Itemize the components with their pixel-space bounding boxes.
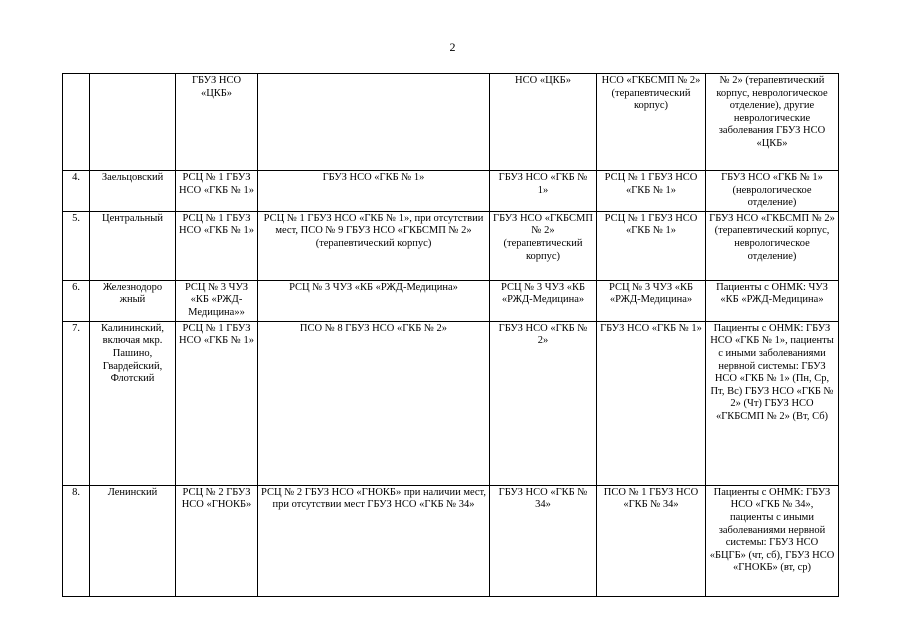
neurology-cell: Пациенты с ОНМК: ГБУЗ НСО «ГКБ № 1», пациенты с иными заболеваниями нервной системы: ГБУЗ НСО «ГКБ № 1» (Пн, Ср, Пт, Вс) ГБУЗ НСО «ГКБ № 2» (Чт) ГБУЗ НСО «ГКБСМП № 2» (Вт, Сб) (706, 321, 839, 485)
rsc-cell: РСЦ № 3 ЧУЗ «КБ «РЖД-Медицина»» (176, 280, 258, 321)
table-row (63, 211, 839, 280)
table-row (63, 321, 839, 485)
hospital-cell: ГБУЗ НСО «ГКБ № 34» (490, 485, 597, 596)
district-cell: Заельцовский (90, 171, 176, 212)
rsc-cell: ГБУЗ НСО «ЦКБ» (176, 74, 258, 171)
page-number: 2 (449, 40, 456, 54)
pso-cell: РСЦ № 2 ГБУЗ НСО «ГНОКБ» при наличии мест, при отсутствии мест ГБУЗ НСО «ГКБ № 34» (258, 485, 490, 596)
rsc-cell: РСЦ № 1 ГБУЗ НСО «ГКБ № 1» (176, 171, 258, 212)
table-row (63, 171, 839, 212)
pso-cell: РСЦ № 1 ГБУЗ НСО «ГКБ № 1», при отсутствии мест, ПСО № 9 ГБУЗ НСО «ГКБСМП № 2» (терапевтический корпус) (258, 211, 490, 280)
pso-cell (258, 74, 490, 171)
pso-cell: ГБУЗ НСО «ГКБ № 1» (258, 171, 490, 212)
row-number-cell: 5. (63, 211, 90, 280)
hospital-cell: ГБУЗ НСО «ГКБ № 2» (490, 321, 597, 485)
district-cell: Ленинский (90, 485, 176, 596)
rsc-cell: РСЦ № 1 ГБУЗ НСО «ГКБ № 1» (176, 211, 258, 280)
district-cell: Центральный (90, 211, 176, 280)
hospital-alt-cell: НСО «ГКБСМП № 2» (терапевтический корпус) (597, 74, 706, 171)
rsc-cell: РСЦ № 1 ГБУЗ НСО «ГКБ № 1» (176, 321, 258, 485)
hospital-alt-cell: ПСО № 1 ГБУЗ НСО «ГКБ № 34» (597, 485, 706, 596)
hospital-cell: ГБУЗ НСО «ГКБ № 1» (490, 171, 597, 212)
district-cell (90, 74, 176, 171)
row-number-cell: 8. (63, 485, 90, 596)
neurology-cell: Пациенты с ОНМК: ГБУЗ НСО «ГКБ № 34», пациенты с иными заболеваниями нервной системы: ГБУЗ НСО «БЦГБ» (чт, сб), ГБУЗ НСО «ГНОКБ» (вт, ср) (706, 485, 839, 596)
hospital-alt-cell: РСЦ № 3 ЧУЗ «КБ «РЖД-Медицина» (597, 280, 706, 321)
pso-cell: РСЦ № 3 ЧУЗ «КБ «РЖД-Медицина» (258, 280, 490, 321)
neurology-cell: ГБУЗ НСО «ГКБСМП № 2» (терапевтический корпус, неврологическое отделение) (706, 211, 839, 280)
routing-table (62, 73, 839, 597)
hospital-cell: РСЦ № 3 ЧУЗ «КБ «РЖД-Медицина» (490, 280, 597, 321)
table-row (63, 74, 839, 171)
hospital-alt-cell: ГБУЗ НСО «ГКБ № 1» (597, 321, 706, 485)
row-number-cell: 7. (63, 321, 90, 485)
hospital-cell: ГБУЗ НСО «ГКБСМП № 2» (терапевтический корпус) (490, 211, 597, 280)
district-cell: Железнодоро жный (90, 280, 176, 321)
pso-cell: ПСО № 8 ГБУЗ НСО «ГКБ № 2» (258, 321, 490, 485)
row-number-cell: 6. (63, 280, 90, 321)
neurology-cell: № 2» (терапевтический корпус, неврологическое отделение), другие неврологические заболевания ГБУЗ НСО «ЦКБ» (706, 74, 839, 171)
neurology-cell: ГБУЗ НСО «ГКБ № 1» (неврологическое отделение) (706, 171, 839, 212)
table-row (63, 485, 839, 596)
district-cell: Калининский, включая мкр. Пашино, Гвардейский, Флотский (90, 321, 176, 485)
rsc-cell: РСЦ № 2 ГБУЗ НСО «ГНОКБ» (176, 485, 258, 596)
neurology-cell: Пациенты с ОНМК: ЧУЗ «КБ «РЖД-Медицина» (706, 280, 839, 321)
row-number-cell (63, 74, 90, 171)
table-row (63, 280, 839, 321)
hospital-alt-cell: РСЦ № 1 ГБУЗ НСО «ГКБ № 1» (597, 211, 706, 280)
row-number-cell: 4. (63, 171, 90, 212)
hospital-cell: НСО «ЦКБ» (490, 74, 597, 171)
hospital-alt-cell: РСЦ № 1 ГБУЗ НСО «ГКБ № 1» (597, 171, 706, 212)
